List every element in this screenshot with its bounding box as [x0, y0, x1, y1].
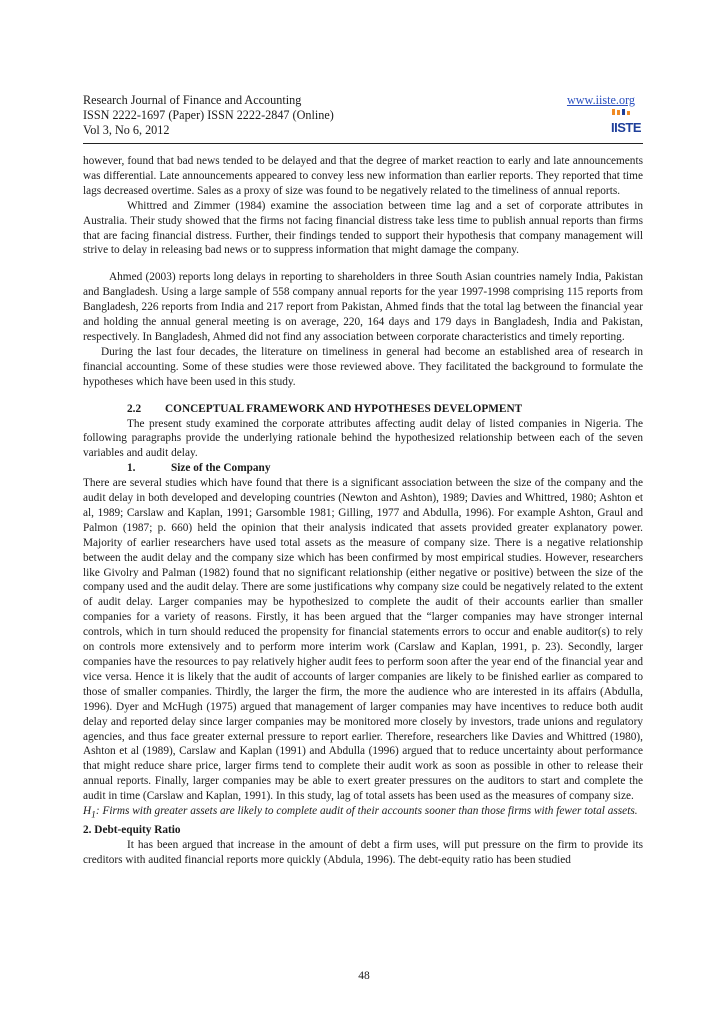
subsection-heading: 2. Debt-equity Ratio: [83, 824, 181, 837]
iiste-logo: [611, 108, 641, 134]
page-number: 48: [358, 970, 370, 982]
subsection-heading: [83, 461, 643, 476]
paragraph: The present study examined the corporate attributes affecting audit delay of listed companies in Nigeria. The following paragraphs provide the underlying rationale behind the hypothesized relationship between each of the seven variables and audit delay.: [83, 417, 643, 460]
hypothesis-h1: [83, 804, 643, 823]
paragraph: There are several studies which have found that there is a significant association between the size of the company and the audit delay in both developed and developing countries (Newton and Ashton), 1989; Davies and Whittred, 1980; Ashton et al, 1989; Carslaw and Kaplan, 1991; Garsomble 1981; Gilling, 1977 and Abdulla, 1996). For example Ashton, Graul and Palmon (1987; p. 660) held the opinion that their analysis indicated that assets provided greater explanatory power. Majority of earlier researchers have used total assets as the measure of company size. There is a negative relationship between the audit delay and the company size which has been confirmed by most empirical studies. However, researchers like Givolry and Palman (1982) found that no significant relationship (either negative or positive) between the size of the company used and the audit delay. There are some justifications why company size could be negatively related to the extent of audit delay. Larger companies may be hypothesized to complete the audit of their accounts earlier than smaller companies for a variety of reasons. Firstly, it has been argued that the “larger companies may have stronger internal controls, which in turn should reduced the propensity for financial statements errors to occur and enable auditor(s) to rely on controls more extensively and to perform more interim work (Carslaw and Kaplan, 1991, p. 23). Secondly, larger companies have the resources to pay relatively higher audit fees to perform soon after the year end of the financial year and vice versa. Hence it is likely that the audit of accounts of larger companies are likely to be finished earlier as compared to those of smaller companies. Thirdly, the larger the firm, the more the audience who are interested in its affairs (Abdulla, 1996). Dyer and McHugh (1975) argued that management of larger companies may have incentives to reduce both audit delay and reported delay since larger companies may be monitored more closely by investors, trade unions and regulatory agencies, and thus face greater external pressure to report earlier. Therefore, researchers like Davies and Whittred (1980), Ashton et al (1989), Carslaw and Kaplan (1991) and Abdulla (1996) argued that to reduce uncertainty about performance that might reduce share price, larger firms tend to complete their audit work as soon as possible in other to release their annual reports. Finally, larger companies may be able to exert greater pressures on the auditors to start and complete the audit in time (Carslaw and Kaplan, 1991). In this study, lag of total assets has been used as the measures of company size.: [83, 477, 643, 803]
page-header: [83, 93, 643, 138]
section-heading: [83, 402, 643, 417]
section-title: CONCEPTUAL FRAMEWORK AND HYPOTHESES DEVELOPMENT: [165, 402, 523, 415]
issn-line: ISSN 2222-1697 (Paper) ISSN 2222-2847 (Online): [83, 108, 334, 122]
article-body: [83, 154, 643, 868]
hypothesis-text: : Firms with greater assets are likely to complete audit of their accounts sooner than those firms with fewer total assets.: [95, 805, 638, 818]
section-number: 2.2: [127, 402, 142, 415]
journal-url-link[interactable]: www.iiste.org: [566, 93, 635, 107]
paragraph: Whittred and Zimmer (1984) examine the association between time lag and a set of corporate attributes in Australia. Their study showed that the firms not facing financial distress take less time to publish annual reports than firms that are facing financial distress. Further, their findings tended to support their hypothesis that company management will strive to delay in releasing bad news or to suppress information that might damage the company.: [83, 199, 643, 257]
hypothesis-subscript: 1: [91, 810, 96, 821]
svg-text:IISTE: IISTE: [611, 120, 641, 134]
volume-line: Vol 3, No 6, 2012: [83, 123, 170, 137]
paragraph: During the last four decades, the literature on timeliness in general had become an established area of research in financial accounting. Some of these studies were those reviewed above. They facilitated the background to formulate the hypotheses which have been used in this study.: [83, 345, 643, 388]
paragraph: It has been argued that increase in the amount of debt a firm uses, will put pressure on the firm to provide its creditors with audited financial reports more quickly (Abdula, 1996). The debt-equity ratio has been studied: [83, 839, 643, 867]
subsection-number: 1.: [127, 462, 136, 475]
paragraph: however, found that bad news tended to be delayed and that the degree of market reaction to early and late announcements was differential. Late announcements appeared to convey less new information than earlier reports. They reported that time lags decreased overtime. Sales as a proxy of size was found to be negatively related to the timeliness of annual reports.: [83, 155, 643, 197]
paragraph: Ahmed (2003) reports long delays in reporting to shareholders in three South Asian countries namely India, Pakistan and Bangladesh. Using a large sample of 558 company annual reports for the year 1997-1998 comprising 115 reports from Bangladesh, 226 reports from India and 217 report from Pakistan, Ahmed finds that the total lag between the financial year and holding the annual general meeting is on average, 220, 164 days and 179 days in Bangladesh, India and Pakistan, respectively. In Bangladesh, Ahmed did not find any association between corporate characteristics and timely reporting.: [83, 271, 643, 343]
hypothesis-label: H: [83, 805, 92, 818]
journal-title: Research Journal of Finance and Accounting: [83, 93, 302, 107]
header-rule: [83, 143, 643, 144]
subsection-title: Size of the Company: [171, 462, 271, 475]
